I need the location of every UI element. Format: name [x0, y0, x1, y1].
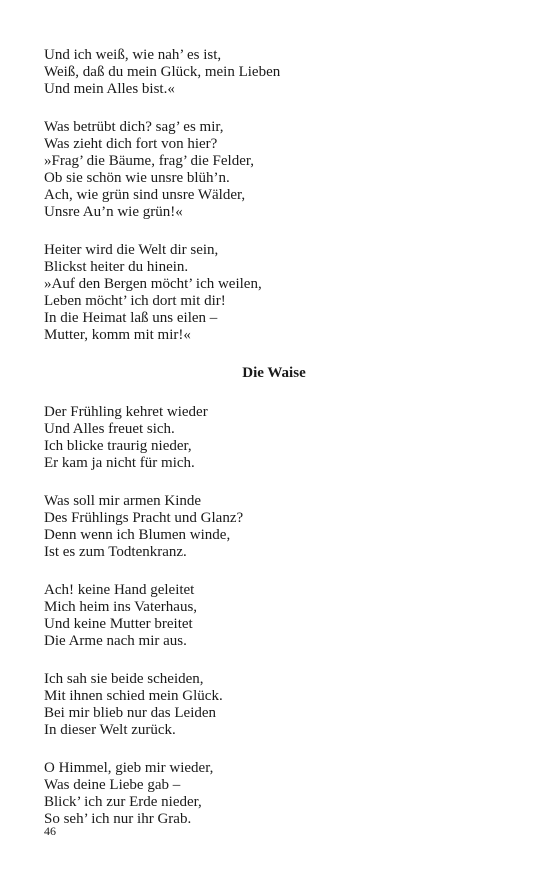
- stanza: [44, 493, 504, 561]
- page-number: 46: [44, 824, 56, 838]
- verse-line: Ach! keine Hand geleitet: [44, 582, 195, 598]
- stanza: [44, 404, 504, 472]
- verse-line: In die Heimat laß uns eilen –: [44, 310, 218, 326]
- stanza: [44, 760, 504, 828]
- stanza: [44, 582, 504, 650]
- verse-line: So seh’ ich nur ihr Grab.: [44, 811, 192, 827]
- verse-line: Und mein Alles bist.«: [44, 81, 175, 97]
- verse-line: Und ich weiß, wie nah’ es ist,: [44, 47, 222, 63]
- verse-line: Was betrübt dich? sag’ es mir,: [44, 119, 224, 135]
- verse-line: Ich blicke traurig nieder,: [44, 438, 192, 454]
- verse-line: Blickst heiter du hinein.: [44, 259, 189, 275]
- verse-line: Und keine Mutter breitet: [44, 616, 193, 632]
- verse-line: Ach, wie grün sind unsre Wälder,: [44, 187, 246, 203]
- verse-line: Bei mir blieb nur das Leiden: [44, 705, 217, 721]
- verse-line: Des Frühlings Pracht und Glanz?: [44, 510, 244, 526]
- verse-line: Leben möcht’ ich dort mit dir!: [44, 293, 226, 309]
- stanza: [44, 119, 504, 221]
- verse-line: Der Frühling kehret wieder: [44, 404, 208, 420]
- verse-line: Mich heim ins Vaterhaus,: [44, 599, 198, 615]
- stanza: [44, 671, 504, 739]
- verse-line: Heiter wird die Welt dir sein,: [44, 242, 219, 258]
- poem-title: Die Waise: [242, 365, 306, 381]
- stanza: [44, 47, 504, 98]
- verse-line: Denn wenn ich Blumen winde,: [44, 527, 231, 543]
- page-content: [44, 47, 504, 849]
- verse-line: Blick’ ich zur Erde nieder,: [44, 794, 202, 810]
- verse-line: Was zieht dich fort von hier?: [44, 136, 218, 152]
- verse-line: Ich sah sie beide scheiden,: [44, 671, 204, 687]
- verse-line: Die Arme nach mir aus.: [44, 633, 187, 649]
- poem-continued: [44, 47, 504, 344]
- verse-line: Mutter, komm mit mir!«: [44, 327, 191, 343]
- verse-line: Und Alles freuet sich.: [44, 421, 175, 437]
- verse-line: Er kam ja nicht für mich.: [44, 455, 195, 471]
- stanza: [44, 242, 504, 344]
- verse-line: Unsre Au’n wie grün!«: [44, 204, 183, 220]
- verse-line: »Frag’ die Bäume, frag’ die Felder,: [44, 153, 255, 169]
- verse-line: In dieser Welt zurück.: [44, 722, 176, 738]
- verse-line: Was soll mir armen Kinde: [44, 493, 202, 509]
- verse-line: Ob sie schön wie unsre blüh’n.: [44, 170, 230, 186]
- verse-line: Was deine Liebe gab –: [44, 777, 181, 793]
- poem-die-waise: [44, 365, 504, 828]
- verse-line: O Himmel, gieb mir wieder,: [44, 760, 214, 776]
- verse-line: Ist es zum Todtenkranz.: [44, 544, 187, 560]
- verse-line: Mit ihnen schied mein Glück.: [44, 688, 223, 704]
- verse-line: Weiß, daß du mein Glück, mein Lieben: [44, 64, 281, 80]
- verse-line: »Auf den Bergen möcht’ ich weilen,: [44, 276, 262, 292]
